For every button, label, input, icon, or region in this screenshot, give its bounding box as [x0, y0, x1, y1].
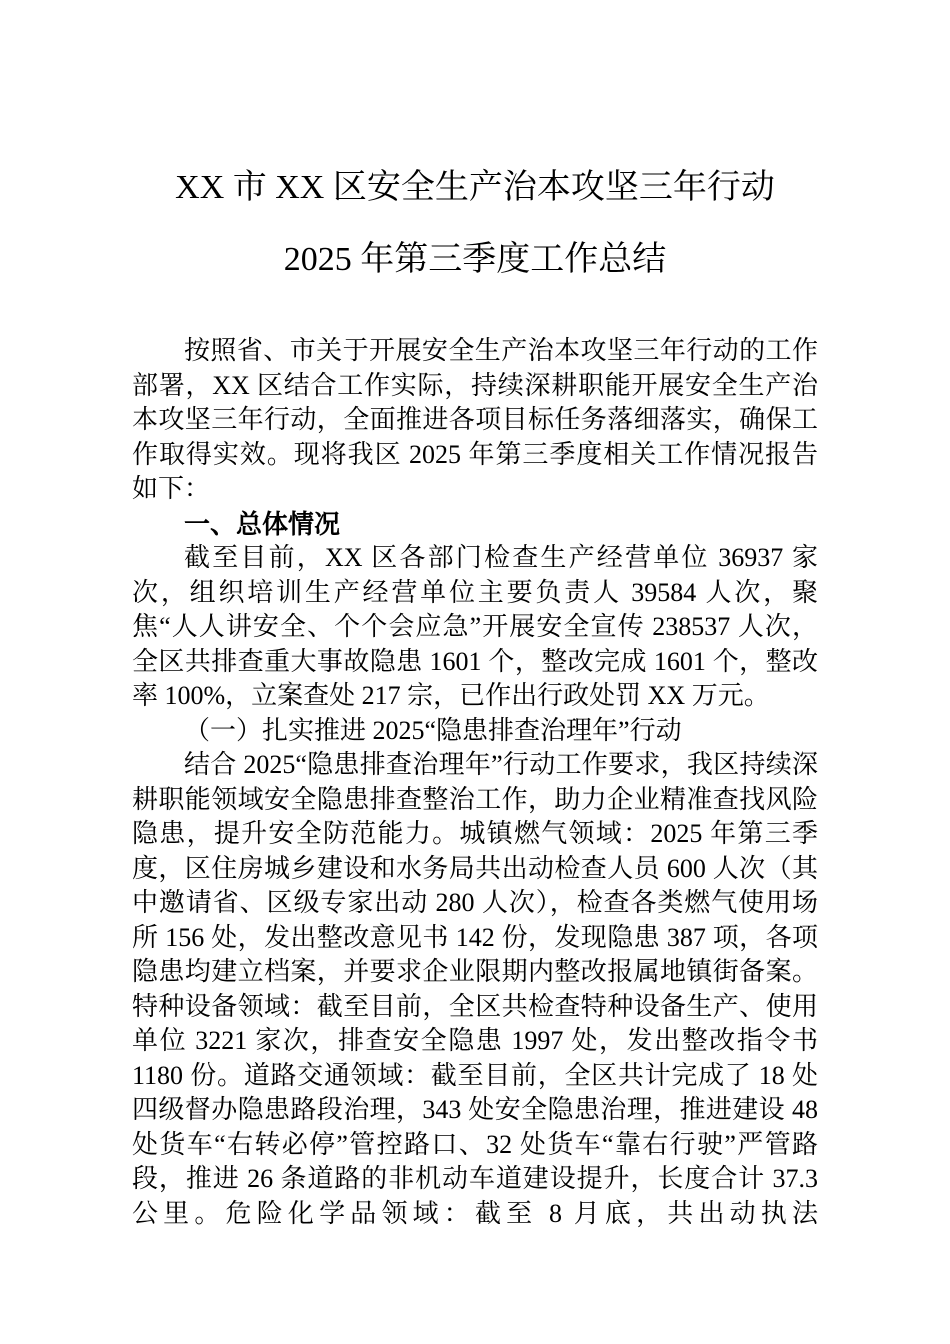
document-title — [132, 0, 818, 296]
paragraph-overall-situation: 截至目前，XX 区各部门检查生产经营单位 36937 家次，组织培训生产经营单位主要负责人 39584 人次，聚焦“人人讲安全、个个会应急”开展安全宣传 238537 人次，全区共排查重大事故隐患 1601 个，整改完成 1601 个，整改率 100%，立案查处 217 宗，已作出行政处罚 XX 万元。 — [132, 543, 818, 710]
title-line-1: XX 市 XX 区安全生产治本攻坚三年行动 — [175, 169, 775, 206]
paragraph-hidden-danger-year: 结合 2025“隐患排查治理年”行动工作要求，我区持续深耕职能领域安全隐患排查整治工作，助力企业精准查找风险隐患，提升安全防范能力。城镇燃气领域：2025 年第三季度，区住房城乡建设和水务局共出动检查人员 600 人次（其中邀请省、区级专家出动 280 人次），检查各类燃气使用场所 156 处，发出整改意见书 142 份，发现隐患 387 项，各项隐患均建立档案，并要求企业限期内整改报属地镇街备案。特种设备领域：截至目前，全区共检查特种设备生产、使用单位 3221 家次，排查安全隐患 1997 处，发出整改指令书 1180 份。道路交通领域：截至目前，全区共计完成了 18 处四级督办隐患路段治理，343 处安全隐患治理，推进建设 48 处货车“右转必停”管控路口、32 处货车“靠右行驶”严管路段，推进 26 条道路的非机动车道建设提升，长度合计 37.3 公里。危险化学品领域：截至 8 月底，共出动执法 — [132, 750, 818, 1228]
document-body — [132, 334, 818, 1231]
document-content — [132, 0, 818, 1231]
paragraph-intro: 按照省、市关于开展安全生产治本攻坚三年行动的工作部署，XX 区结合工作实际，持续深耕职能开展安全生产治本攻坚三年行动，全面推进各项目标任务落细落实，确保工作取得实效。现将我区 2025 年第三季度相关工作情况报告如下： — [132, 336, 818, 503]
subsection-heading-hidden-danger-year: （一）扎实推进 2025“隐患排查治理年”行动 — [184, 715, 682, 745]
title-line-2: 2025 年第三季度工作总结 — [283, 241, 667, 278]
section-heading-overall-situation: 一、总体情况 — [184, 508, 341, 539]
